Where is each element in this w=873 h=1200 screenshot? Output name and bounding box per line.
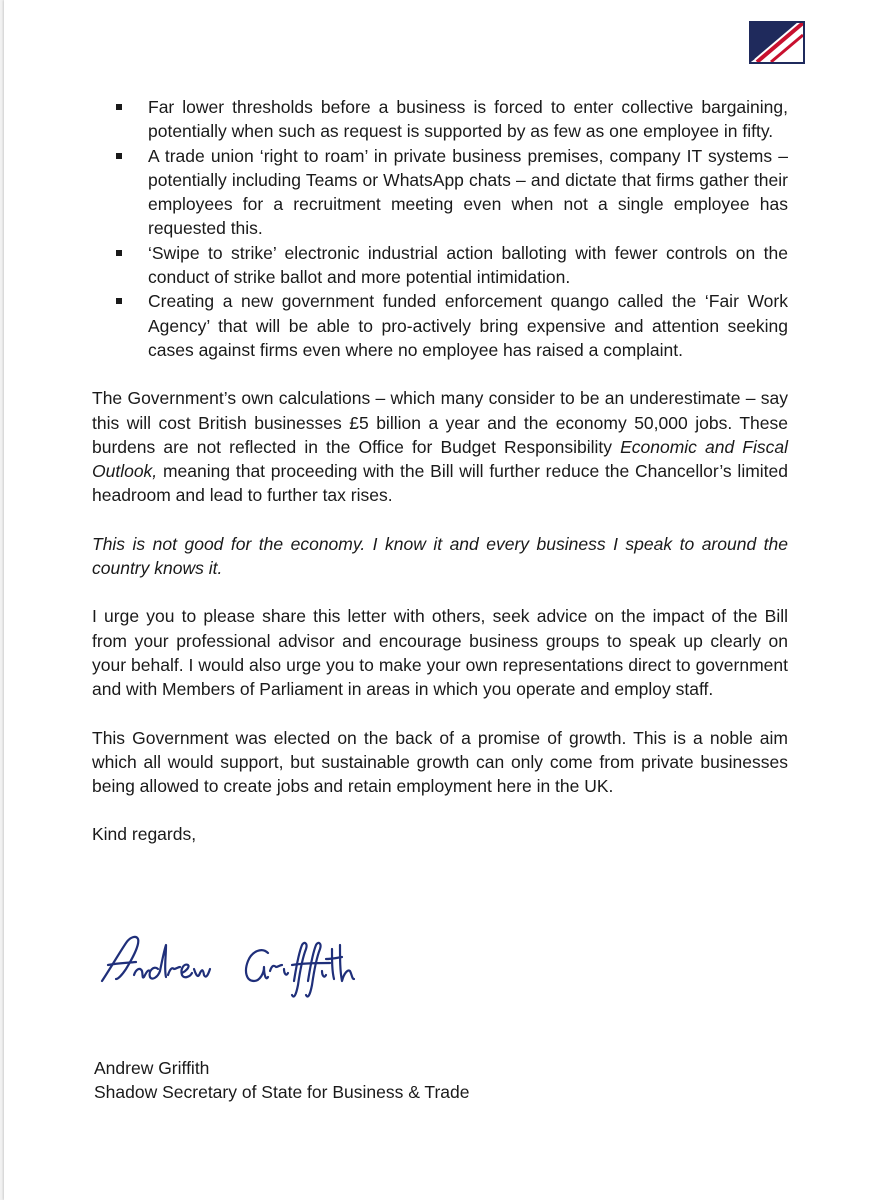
bullet-list [92,95,788,362]
letter-page [4,0,873,1200]
growth-paragraph: This Government was elected on the back of a promise of growth. This is a noble aim which all would support, but sustainable growth can only come from private businesses being allowed to create jobs and retain employment here in the UK. [92,727,788,797]
cost-text-before: The Government’s own calculations – which many consider to be an underestimate – say this will cost British businesses £5 billion a year and the economy 50,000 jobs. These burdens are not reflected in the Office for Budget Responsibility [92,388,788,457]
union-jack-icon [749,21,805,64]
cost-paragraph [92,386,788,507]
signatory-name: Andrew Griffith [94,1058,210,1078]
list-item [148,95,788,144]
cost-text-after: meaning that proceeding with the Bill will further reduce the Chancellor’s limited headroom and lead to further tax rises. [92,461,788,506]
bullet-text: A trade union ‘right to roam’ in private business premises, company IT systems – potentially including Teams or WhatsApp chats – and dictate that firms gather their employees for a recruitment meeting even when not a single employee has requested this. [148,145,788,239]
bullet-text: Far lower thresholds before a business is forced to enter collective bargaining, potentially when such as request is supported by as few as one employee in fifty. [148,97,788,142]
square-bullet-icon [116,104,122,110]
signatory-block [94,1056,469,1105]
closing-salutation: Kind regards, [92,824,197,845]
letter-body [92,95,788,847]
list-item [148,144,788,241]
bullet-text: Creating a new government funded enforcement quango called the ‘Fair Work Agency’ that will be able to pro-actively bring expensive and attention seeking cases against firms even where no employee has raised a complaint. [148,291,788,360]
signatory-title: Shadow Secretary of State for Business & Trade [94,1082,470,1103]
square-bullet-icon [116,298,122,304]
list-item [148,289,788,362]
signature [96,925,366,1005]
bullet-text: ‘Swipe to strike’ electronic industrial action balloting with fewer controls on the conduct of strike ballot and more potential intimidation. [148,242,788,288]
economy-statement: This is not good for the economy. I know it and every business I speak to around the country knows it. [92,533,788,579]
call-to-action-paragraph: I urge you to please share this letter with others, seek advice on the impact of the Bill from your professional advisor and encourage business groups to speak up clearly on your behalf. I would also urge you to make your own representations direct to government and with Members of Parliament in areas in which you operate and employ staff. [92,606,788,700]
square-bullet-icon [116,153,122,159]
obr-publication-title: Economic and Fiscal Outlook, [92,436,788,482]
list-item [148,241,788,290]
square-bullet-icon [116,250,122,256]
